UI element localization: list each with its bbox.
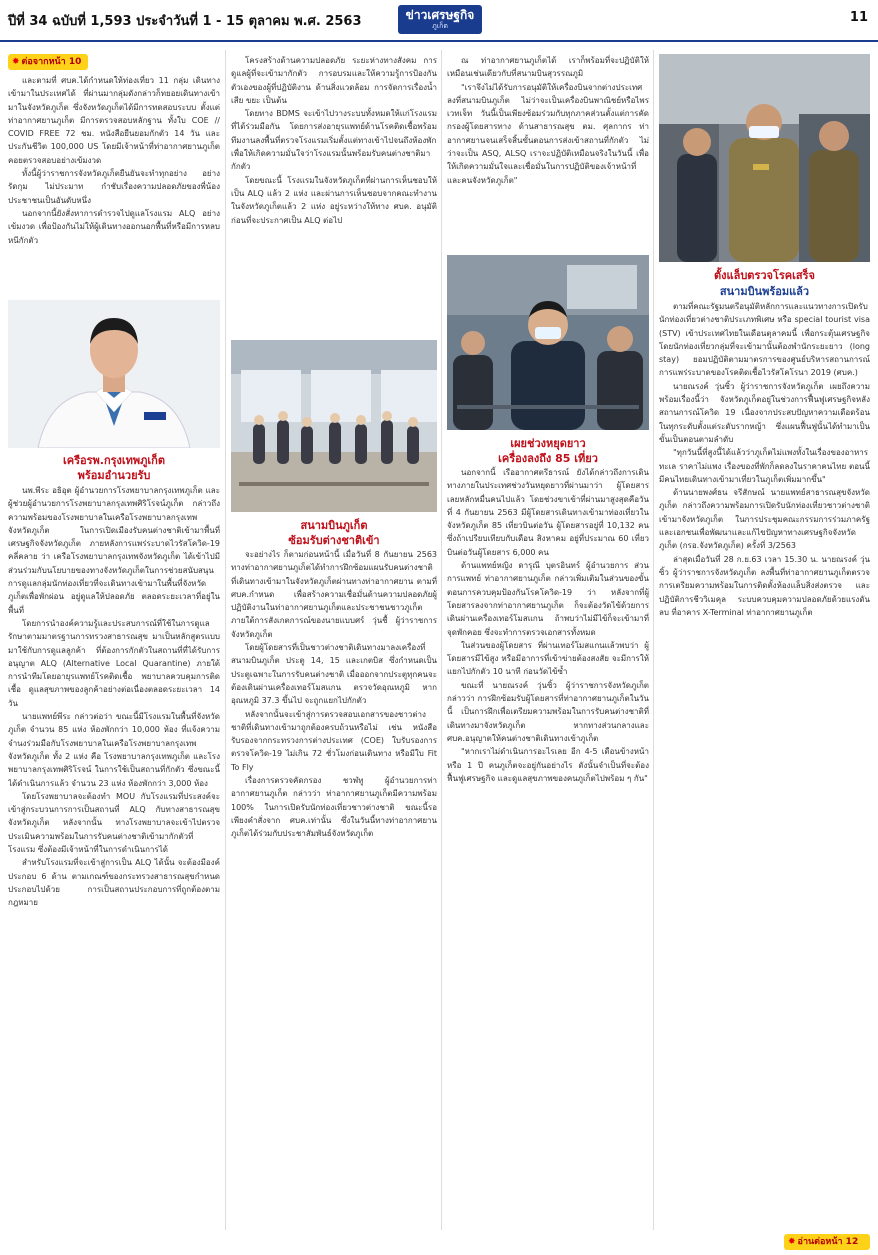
column-4-text xyxy=(659,300,870,1210)
column-3-top-text xyxy=(447,54,649,250)
doctor-caption-line1: เครือรพ.กรุงเทพภูเก็ต xyxy=(63,454,165,467)
column-2-top-text xyxy=(231,54,437,336)
officials-caption-line2: สนามบินพร้อมแล้ว xyxy=(719,285,810,298)
doctor-illustration xyxy=(8,300,220,448)
airport-terminal-illustration xyxy=(231,340,437,512)
meeting-caption-line1: เผยช่วงหยุดยาว xyxy=(510,437,586,450)
paragraph: ด้านนายพงศ์ธน จรีสักษณ์ นายแพทย์สาธารณสุขจังหวัดภูเก็ต กล่าวถึงความพร้อมการเปิดรับนักท่องเที่ยวชาวต่างชาติ เข้ามาจังหวัดภูเก็ต ในการประชุมคณะกรรมการร่วมภาครัฐและเอกชนเพื่อพัฒนาและแก้ไขปัญหาทางเศรษฐกิจจังหวัดภูเก็ต (กรอ.จังหวัดภูเก็ต) ครั้งที่ 3/2563 xyxy=(659,488,870,551)
meeting-caption-line2: เครื่องลงถึง 85 เที่ยว xyxy=(498,452,598,465)
continued-to-label: อ่านต่อหน้า 12 xyxy=(797,1237,859,1247)
airport-caption-line1: สนามบินภูเก็ต xyxy=(300,519,368,532)
paragraph: ล่าสุดเมื่อวันที่ 28 ก.ย.63 เวลา 15.30 น. นายณรงค์ วุ่นซิ้ว ผู้ว่าราชการจังหวัดภูเก็ต ลงพื้นที่ท่าอากาศยานภูเก็ตตรวจการเตรียมความพร้อมในการติดตั้งห้องแล็บสิ่งส่งตรวจ และปฏิบัติการชีววิเมคุล ระบบควบคุมความปลอดภัยด้วยแรงดันลบ ที่อาคาร X-Terminal ท่าอากาศยานภูเก็ต xyxy=(659,554,870,617)
meeting-illustration xyxy=(447,255,649,430)
continued-from-label: ต่อจากหน้า 10 xyxy=(21,57,82,67)
paragraph: โดยทาง BDMS จะเข้าไปวางระบบทั้งหมดให้แก่โรงแรมที่ได้ร่วมมือกัน โดยการส่งอายุรแพทย์ด้านโรคติดเชื้อพร้อมทีมงานลงพื้นที่ตรวจโรงแรมเริ่มตั้งแต่ทางเข้าไปจนถึงห้องพัก เพื่อให้เกิดความมั่นใจว่าโรงแรมนั้นพร้อมรับคนต่างชาติมากักตัว xyxy=(231,109,437,172)
paragraph: และตามที่ ศบค.ได้กำหนดให้ท่องเที่ยว 11 กลุ่ม เดินทางเข้ามาในประเทศได้ ที่ผ่านมากลุ่มดังกล่าวก็ทยอยเดินทางเข้ามาในจังหวัดภูเก็ต ซึ่งจังหวัดภูเก็ตได้มีการทดสอบระบบ ตั้งแต่ท่าอากาศยานภูเก็ต มีการตรวจสอบหลักฐาน ทั้งใบ COE // COVID FREE 72 ชม. หนังสือยืนยอมกักตัว 14 วัน และประกันชีวิต 100,000 US โดยมีเจ้าหน้าที่ท่าอากาศยานภูเก็ตคอยตรวจสอบอย่างเข้มงวด xyxy=(8,76,220,165)
doctor-caption-line2: พร้อมอำนวยรับ xyxy=(77,469,151,482)
paragraph: ตามที่คณะรัฐมนตรีอนุมัติหลักการและแนวทางการเปิดรับนักท่องเที่ยวต่างชาติประเภทพิเศษ หรือ special tourist visa (STV) เข้าประเทศไทยในเดือนตุลาคมนี้ เพื่อกระตุ้นเศรษฐกิจ โดยนักท่องเที่ยวกลุ่มที่จะเข้ามานั้นต้องพำนักระยะยาว (long stay) ยอมปฏิบัติตามมาตรการของศูนย์บริหารสถานการณ์การแพร่ระบาดของโรคติดเชื้อไวรัสโคโรนา 2019 (ศบค.) xyxy=(659,302,870,378)
paragraph: สำหรับโรงแรมที่จะเข้าสู่การเป็น ALQ ได้นั้น จะต้องมีองค์ประกอบ 6 ด้าน ตามเกณฑ์ของกระทรวงสาธารณสุขกำหนด ประกอบไปด้วย การเป็นสถานประกอบการที่ถูกต้องตามกฎหมาย xyxy=(8,858,220,908)
paragraph: โดยผู้โดยสารที่เป็นชาวต่างชาติเดินทางมาลงเครื่องที่สนามบินภูเก็ต ประตู 14, 15 และเกตบิส ซึ่งกำหนดเป็นประตูเฉพาะในการรับคนต่างชาติ เมื่อออกจากประตูทุกคนจะต้องเดินผ่านเครื่องเทอร์โมสแกน ตรวจวัดอุณหภูมิ หากอุณหภูมิ 37.3 ขึ้นไป จะถูกแยกไปกักตัว xyxy=(231,643,437,706)
officials-photo xyxy=(659,54,870,262)
paragraph: "ทุกวันนี้ที่สูงนี้ได้แล้วว่าภูเก็ตไม่แพงทั้งในเรื่องของอาหารทะเล ราคาไม่แพง เรื่องของที่พักก็ลดลงในราคาคนไทย ตอนนี้มีคนไทยเดินทางเข้ามาเที่ยวในภูเก็ตเพิ่มมากขึ้น" xyxy=(659,448,870,484)
continued-to-tag[interactable] xyxy=(784,1234,870,1250)
continued-from-tag[interactable] xyxy=(8,54,88,70)
paragraph: จะอย่างไร ก็ตามก่อนหน้านี้ เมื่อวันที่ 8 กันยายน 2563 ทางท่าอากาศยานภูเก็ตได้ทำการฝึกซ้อมแผนรับคนต่างชาติที่เดินทางเข้ามาในจังหวัดภูเก็ตผ่านทางท่าอากาศยาน ตามที่ ศบค.กำหนด เพื่อสร้างความเชื่อมั่นด้านความปลอดภัยผู้ปฏิบัติงานในท่าอากาศยานภูเก็ตและประชาชนชาวภูเก็ต ภายใต้การสังเกตการณ์ของนายแบบศร์ วุ่นชื้ ผู้ว่าราชการจังหวัดภูเก็ต xyxy=(231,550,437,639)
paragraph: ทั้งนี้ผู้ว่าราชการจังหวัดภูเก็ตยืนยันจะทำทุกอย่าง อย่างรัดกุม ไม่ประมาท กำชับเรื่องความปลอดภัยของพี่น้องประชาชนเป็นอันดับหนึ่ง xyxy=(8,169,220,205)
paragraph: ในส่วนของผู้โดยสาร ที่ผ่านเทอร์โมสแกนแล้วพบว่า ผู้โดยสารมีไข้สูง หรือมีอาการที่เข้าข่ายต้องสงสัย จะมีการให้แยกไปกักตัว 10 นาที ก่อนวัดไข้ซ้ำ xyxy=(447,640,649,677)
column-divider xyxy=(441,50,442,1230)
paragraph: นายแพทย์พีระ กล่าวต่อว่า ขณะนี้มีโรงแรมในพื้นที่จังหวัดภูเก็ต จำนวน 85 แห่ง ห้องพักกว่า 10,000 ห้อง ที่แจ้งความจำนงร่วมมือกับโรงพยาบาลในเครือโรงพยาบาลกรุงเทพ จังหวัดภูเก็ต ทั้ง 2 แห่ง คือ โรงพยาบาลกรุงเทพภูเก็ต และโรงพยาบาลกรุงเทพศิริโรจน์ ในการใช้เป็นสถานที่กักตัว ซึ่งขณะนี้ได้ดำเนินการแล้ว จำนวน 23 แห่ง ห้องพักกว่า 3,000 ห้อง xyxy=(8,712,220,788)
doctor-photo xyxy=(8,300,220,448)
newspaper-logo xyxy=(398,5,482,34)
column-divider xyxy=(653,50,654,1230)
column-divider xyxy=(225,50,226,1230)
paragraph: นายณรงค์ วุ่นซิ้ว ผู้ว่าราชการจังหวัดภูเก็ต เผยถึงความพร้อมเรื่องนี้ว่า จังหวัดภูเก็ตอยู่ในช่วงการฟื้นฟูเศรษฐกิจหลังสถานการณ์โควิด 19 เนื่องจากประสบปัญหาความเดือดร้อนในทุกระดับตั้งแต่ระดับรากหญ้า ซึ่งแผนฟื้นฟูนั้นได้ทำมาเป็นขั้นเป็นตอนตามลำดับ xyxy=(659,381,870,444)
meeting-photo xyxy=(447,255,649,430)
paragraph: ณ ท่าอากาศยานภูเก็ตได้ เราก็พร้อมที่จะปฏิบัติให้เหมือนเช่นเดียวกับที่สนามบินสุวรรณภูมิ xyxy=(447,56,649,79)
paragraph: โดยการนำองค์ความรู้และประสบการณ์ที่ใช้ในการดูแลรักษาตามมาตรฐานการทรวงสาธารณสุข มาเป็นหลักสูตรแบบมาใช้กับการดูแลลูกค้า ที่ต้องการกักตัวในสถานที่ที่ได้รับการอนุญาต ALQ (Alternative Local Quarantine) ภายใต้การนำทีมโดยอายุรแพทย์โรคติดเชื้อ พยาบาลควบคุมการติดเชื้อ ดูแลสุขภาพของลูกค้าอย่างต่อเนื่องตลอดระยะเวลา 14 วัน xyxy=(8,618,220,708)
paragraph: นอกจากนี้ยังสั่งหาการดำรวจไปดูแลโรงแรม ALQ อย่างเข้มงวด เพื่อป้องกันไม่ให้ผู้เดินทางออกนอกพื้นที่หรือมีการหลบหนีกักตัว xyxy=(8,208,220,245)
column-2-bottom-text xyxy=(231,548,437,1248)
paragraph: ด้านแพทย์หญิง ดารุณี บุตรอินทร์ ผู้อำนวยการ ส่วนการแพทย์ ท่าอากาศยานภูเก็ต กล่าวเพิ่มเติมในส่วนของขั้นตอนการควบคุมป้องกันโรคโควิด-19 ว่า หลังจากที่ผู้โดยสารลงจากท่าอากาศยานภูเก็ต ก็จะต้องวัดไข้ด้วยการเดินผ่านเครื่องเทอร์โมสแกน ถ้าพบว่าไม่มีไข้ก็จะเข้ามาที่จุดพักคอย ซึ่งจะทำการตรวจเอกสารทั้งหมด xyxy=(447,561,649,637)
paragraph: ขณะที่ นายณรงค์ วุ่นซิ้ว ผู้ว่าราชการจังหวัดภูเก็ต กล่าวว่า การฝึกซ้อมรับผู้โดยสารที่ท่าอากาศยานภูเก็ตในวันนี้ เป็นการฝึกเพื่อเตรียมความพร้อมในการรับคนต่างชาติที่เดินทางมาจังหวัดภูเก็ต หากทางส่วนกลางและ ศบค.อนุญาตให้คนต่างชาติเดินทางเข้าภูเก็ต xyxy=(447,680,649,743)
star-icon: ✸ xyxy=(12,57,20,67)
officials-illustration xyxy=(659,54,870,262)
paragraph: โดยขณะนี้ โรงแรมในจังหวัดภูเก็ตที่ผ่านการเห็นชอบให้เป็น ALQ แล้ว 2 แห่ง และผ่านการเห็นชอบจากคณะทำงานในจังหวัดภูเก็ตแล้ว 2 แห่ง อยู่ระหว่างให้ทาง ศบค. อนุมัติก่อนที่จะประกาศเป็น ALQ ต่อไป xyxy=(231,175,437,225)
logo-text: ข่าวเศรษฐกิจ xyxy=(405,8,475,22)
paragraph: นพ.พีระ อธิอุต ผู้อำนวยการโรงพยาบาลกรุงเทพภูเก็ต และผู้ช่วยผู้อำนวยการโรงพยาบาลกรุงเทพศิริโรจน์ภูเก็ต กล่าวถึงความพร้อมของโรงพยาบาลในเครือโรงพยาบาลกรุงเทพ จังหวัดภูเก็ต ในการเปิดเมืองรับคนต่างชาติเข้ามาพื้นที่เศรษฐกิจจังหวัดภูเก็ต ภายหลังการแพร่ระบาดไวรัสโควิด-19 คลี่คลาย ว่า เครือโรงพยาบาลกรุงเทพจังหวัดภูเก็ต ได้เข้าไปมีส่วนร่วมกับนโยบายของทางจังหวัดภูเก็ตในการช่วยสนับสนุนการดูแลกลุ่มนักท่องเที่ยวที่จะเดินทางเข้ามาในพื้นที่จังหวัดภูเก็ตเพื่อพักผ่อน อยู่ดูแลให้ปลอดภัย ตลอดระยะเวลาที่อยู่ในพื้นที่ xyxy=(8,486,220,615)
paragraph: โครงสร้างด้านความปลอดภัย ระยะห่างทางสังคม การดูแลผู้ที่จะเข้ามากักตัว การอบรมและให้ความรู้การป้องกันตัวเองของผู้ที่ปฏิบัติงาน ด้านสิ่งแวดล้อม การจัดการเรื่องน้ำเสีย ขยะ เป็นต้น xyxy=(231,56,437,105)
airport-photo xyxy=(231,340,437,512)
paragraph: หลังจากนั้นจะเข้าสู่การตรวจสอบเอกสารของชาวต่างชาติที่เดินทางเข้ามาถูกต้องครบถ้วนหรือไม่ เช่น หนังสือรับรองจากกระทรวงการต่างประเทศ (COE) ใบรับรองการตรวจโควิด-19 ไม่เกิน 72 ชั่วโมงก่อนเดินทาง หรือมีใบ Fit To Fly xyxy=(231,709,437,772)
paragraph: เรื่องการตรวจคัดกรอง ชวฬทู ผู้อำนวยการท่าอากาศยานภูเก็ต กล่าวว่า ท่าอากาศยานภูเก็ตมีความพร้อม 100% ในการเปิดรับนักท่องเที่ยวชาวต่างชาติ ขณะนี้รอเพียงคำสั่งจาก ศบค.เท่านั้น ซึ่งในวันนี้ทางท่าอากาศยานภูเก็ตได้ร่วมกับประชาสัมพันธ์จังหวัดภูเก็ต xyxy=(231,776,437,839)
airport-caption-line2: ซ้อมรับต่างชาติเข้า xyxy=(288,534,380,547)
page-header xyxy=(0,0,878,42)
page-number: 11 xyxy=(849,10,868,25)
column-1-bottom-text xyxy=(8,484,220,1249)
paragraph: "หากเราไม่ดำเนินการอะไรเลย อีก 4-5 เดือนข้างหน้า หรือ 1 ปี คนภูเก็ตจะอยู่กันอย่างไร ดังนั้นจำเป็นที่จะต้องฟื้นฟูเศรษฐกิจ และดูแลสุขภาพของคนภูเก็ตไปพร้อม ๆ กัน" xyxy=(447,747,649,783)
column-1-top-text xyxy=(8,74,220,296)
paragraph: "เราจึงไม่ได้รับการอนุมัติให้เครื่องบินจากต่างประเทศลงที่สนามบินภูเก็ต ไม่ว่าจะเป็นเครื่องบินพาณิชย์หรือไพรเวทเจ็ท วันนี้เป็นเพียงซ้อมร่วมกับทุกภาคส่วนตั้งแต่การคัดกรองผู้โดยสารทาง ด้านสาธารณสุข ตม. ศุลกากร ท่าอากาศยานจนเสร็จสิ้นขั้นตอนการส่งเข้าสถานที่กักตัว ไม่ว่าจะเป็น ASQ, ALSQ เราจะปฏิบัติเหมือนจริงในวันนี้ เพื่อให้เกิดความมั่นใจและเชื่อมั่นในการปฏิบัติของเจ้าหน้าที่และคนจังหวัดภูเก็ต" xyxy=(447,82,649,185)
paragraph: นอกจากนี้ เรืออากาศตรีธารณ์ ยังได้กล่าวถึงการเดินทางภายในประเทศช่วงวันหยุดยาวที่ผ่านมาว่า ผู้โดยสารเลยหลักหมื่นคนไปแล้ว โดยช่วงขาเข้าที่ผ่านมาสูงสุดคือวันที่ 4 กันยายน 2563 มีผู้โดยสารเดินทางเข้ามาท่องเที่ยวในจังหวัดภูเก็ต 85 เที่ยวบินต่อวัน ผู้โดยสารอยู่ที่ 10,132 คน ซึ่งถ้าเปรียบเทียบกับเดือน สิงหาคม อยู่ที่ประมาณ 60 เที่ยวบินต่อวันผู้โดยสาร 6,000 คน xyxy=(447,468,649,557)
paragraph: โดยโรงพยาบาลจะต้องทำ MOU กับโรงแรมที่ประสงค์จะเข้าสู่กระบวนการการเป็นสถานที่ ALQ กับทางสาธารณสุขจังหวัดภูเก็ต หลังจากนั้น ทางโรงพยาบาลจะเข้าไปตรวจประเมินความพร้อมในการรับคนต่างชาติเข้ามากักตัวที่โรงแรม ซึ่งต้องมีเจ้าหน้าที่ในการดำเนินการได้ xyxy=(8,791,220,855)
officials-caption-line1: ตั้งแล็บตรวจโรคเสร็จ xyxy=(713,269,815,282)
issue-line: ปีที่ 34 ฉบับที่ 1,593 ประจำวันที่ 1 - 15 ตุลาคม พ.ศ. 2563 xyxy=(8,14,362,29)
star-icon: ✸ xyxy=(788,1237,796,1247)
logo-subtext: ภูเก็ต xyxy=(432,22,448,30)
column-3-bottom-text xyxy=(447,466,649,1248)
